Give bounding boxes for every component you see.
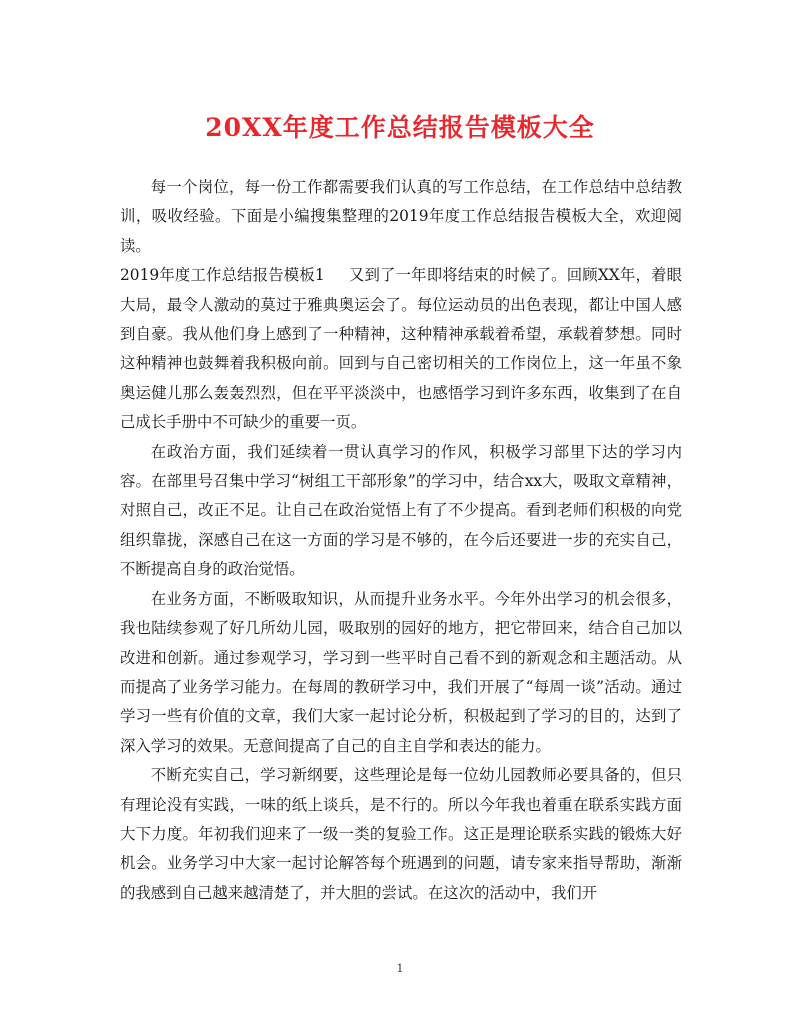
body-paragraph-text: 又到了一年即将结束的时候了。回顾XX年，着眼大局，最令人激动的莫过于雅典奥运会了。每位运动员的出色表现，都让中国人感到自豪。我从他们身上感到了一种精神，这种精神承载着希望，承载着梦想。同时这种精神也鼓舞着我积极向前。回到与自己密切相关的工作岗位上，这一年虽不象奥运健儿那么轰轰烈烈，但在平平淡淡中，也感悟学习到许多东西，收集到了在自己成长手册中不可缺少的重要一页。 bbox=[120, 266, 682, 432]
intro-paragraph: 每一个岗位，每一份工作都需要我们认真的写工作总结，在工作总结中总结教训，吸收经验。下面是小编搜集整理的2019年度工作总结报告模板大全，欢迎阅读。 bbox=[120, 178, 682, 255]
body-paragraph: 在业务方面，不断吸取知识，从而提升业务水平。今年外出学习的机会很多，我也陆续参观了好几所幼儿园，吸取别的园好的地方，把它带回来，结合自己加以改进和创新。通过参观学习，学习到一些平时自己看不到的新观念和主题活动。从而提高了业务学习能力。在每周的教研学习中，我们开展了“每周一谈”活动。通过学习一些有价值的文章，我们大家一起讨论分析，积极起到了学习的目的，达到了深入学习的效果。无意间提高了自己的自主自学和表达的能力。 bbox=[120, 589, 682, 755]
section-first-paragraph bbox=[120, 261, 682, 437]
body-paragraph: 在政治方面，我们延续着一贯认真学习的作风，积极学习部里下达的学习内容。在部里号召集中学习“树组工干部形象”的学习中，结合xx大，吸取文章精神，对照自己，改正不足。让自己在政治觉悟上有了不少提高。看到老师们积极的向党组织靠拢，深感自己在这一方面的学习是不够的，在今后还要进一步的充实自己，不断提高自身的政治觉悟。 bbox=[120, 442, 682, 579]
body-paragraph: 不断充实自己，学习新纲要，这些理论是每一位幼儿园教师必要具备的，但只有理论没有实践，一味的纸上谈兵，是不行的。所以今年我也着重在联系实践方面大下力度。年初我们迎来了一级一类的复验工作。这正是理论联系实践的锻炼大好机会。业务学习中大家一起讨论解答每个班遇到的问题，请专家来指导帮助，渐渐的我感到自己越来越清楚了，并大胆的尝试。在这次的活动中，我们开 bbox=[120, 766, 682, 902]
section-heading: 2019年度工作总结报告模板1 bbox=[120, 266, 325, 285]
page-number: 1 bbox=[396, 962, 404, 975]
document-title: 20XX年度工作总结报告模板大全 bbox=[205, 113, 595, 142]
document-body bbox=[120, 173, 682, 908]
